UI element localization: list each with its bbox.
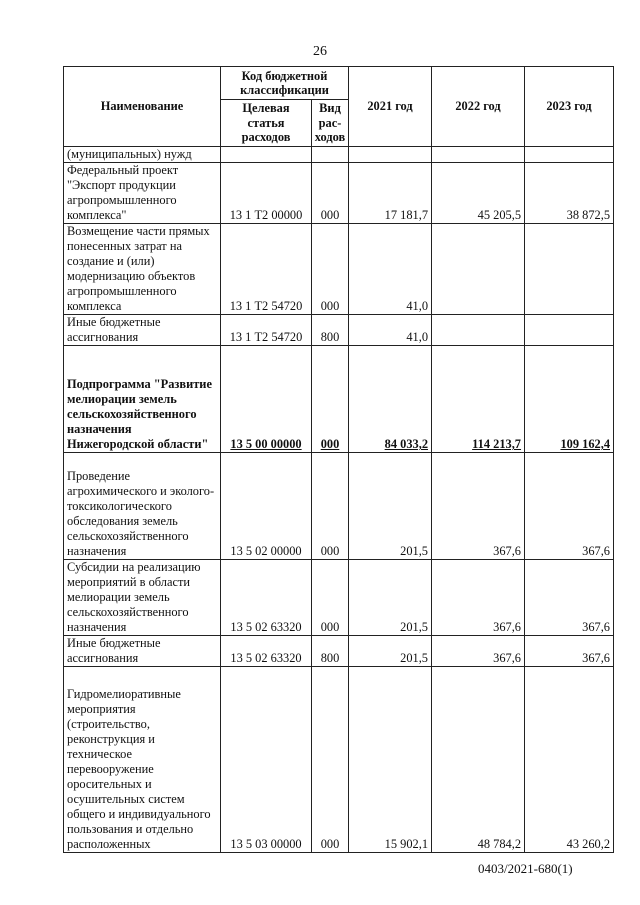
row-value-2021: 84 033,2 [349,346,432,453]
row-expense-type: 000 [312,453,349,560]
header-2022: 2022 год [432,67,525,147]
table-row [64,163,614,224]
table-row [64,560,614,636]
row-expense-type: 000 [312,224,349,315]
row-value-2023: 109 162,4 [525,346,614,453]
table-row [64,636,614,667]
row-target-article: 13 5 03 00000 [221,667,312,853]
row-target-article: 13 1 Т2 00000 [221,163,312,224]
row-value-2022 [432,315,525,346]
document-code: 0403/2021-680(1) [478,861,573,876]
row-value-2022: 45 205,5 [432,163,525,224]
row-value-2021: 201,5 [349,453,432,560]
row-name: Федеральный проект "Экспорт продукции агропромышленного комплекса" [64,163,221,224]
row-value-2023: 367,6 [525,636,614,667]
table-row [64,453,614,560]
row-value-2023 [525,315,614,346]
header-budget-code: Код бюджетной классификации [221,67,349,100]
row-value-2021: 41,0 [349,224,432,315]
row-value-2023 [525,224,614,315]
row-value-2023: 43 260,2 [525,667,614,853]
row-name: Гидромелиоративные мероприятия (строительство, реконструкция и техническое перевооружение оросительных и осушительных систем общего и индивидуального пользования и отдельно расположенных [64,667,221,853]
row-expense-type: 000 [312,560,349,636]
row-name: Субсидии на реализацию мероприятий в области мелиорации земель сельскохозяйственного назначения [64,560,221,636]
row-expense-type: 000 [312,667,349,853]
table-row [64,224,614,315]
table-row [64,315,614,346]
row-value-2023: 367,6 [525,560,614,636]
row-value-2022 [432,224,525,315]
row-name: Подпрограмма "Развитие мелиорации земель сельскохозяйственного назначения Нижегородской области" [64,346,221,453]
row-value-2021: 201,5 [349,560,432,636]
row-value-2023 [525,147,614,163]
row-name: Возмещение части прямых понесенных затрат на создание и (или) модернизацию объектов агропромышленного комплекса [64,224,221,315]
row-value-2021: 17 181,7 [349,163,432,224]
table-row [64,667,614,853]
row-value-2021: 41,0 [349,315,432,346]
row-expense-type: 800 [312,315,349,346]
row-expense-type [312,147,349,163]
row-value-2021: 201,5 [349,636,432,667]
row-target-article: 13 5 00 00000 [221,346,312,453]
page-number: 26 [313,44,327,59]
row-value-2022: 367,6 [432,560,525,636]
row-target-article: 13 5 02 63320 [221,636,312,667]
row-value-2022: 367,6 [432,453,525,560]
row-target-article [221,147,312,163]
row-value-2021: 15 902,1 [349,667,432,853]
row-target-article: 13 1 Т2 54720 [221,224,312,315]
row-value-2022: 114 213,7 [432,346,525,453]
row-name: Иные бюджетные ассигнования [64,315,221,346]
table-row [64,147,614,163]
row-target-article: 13 5 02 63320 [221,560,312,636]
header-name: Наименование [64,67,221,147]
row-target-article: 13 5 02 00000 [221,453,312,560]
header-target-article: Целевая статья расходов [221,100,312,147]
row-expense-type: 000 [312,163,349,224]
row-expense-type: 000 [312,346,349,453]
row-name: Проведение агрохимического и эколого-токсикологического обследования земель сельскохозяйственного назначения [64,453,221,560]
row-target-article: 13 1 Т2 54720 [221,315,312,346]
row-value-2023: 367,6 [525,453,614,560]
table-row [64,346,614,453]
row-value-2023: 38 872,5 [525,163,614,224]
row-value-2022: 48 784,2 [432,667,525,853]
row-expense-type: 800 [312,636,349,667]
row-value-2022 [432,147,525,163]
row-name: (муниципальных) нужд [64,147,221,163]
budget-table [63,66,614,853]
row-value-2021 [349,147,432,163]
header-expense-type: Вид рас-ходов [312,100,349,147]
row-value-2022: 367,6 [432,636,525,667]
row-name: Иные бюджетные ассигнования [64,636,221,667]
header-2023: 2023 год [525,67,614,147]
header-2021: 2021 год [349,67,432,147]
